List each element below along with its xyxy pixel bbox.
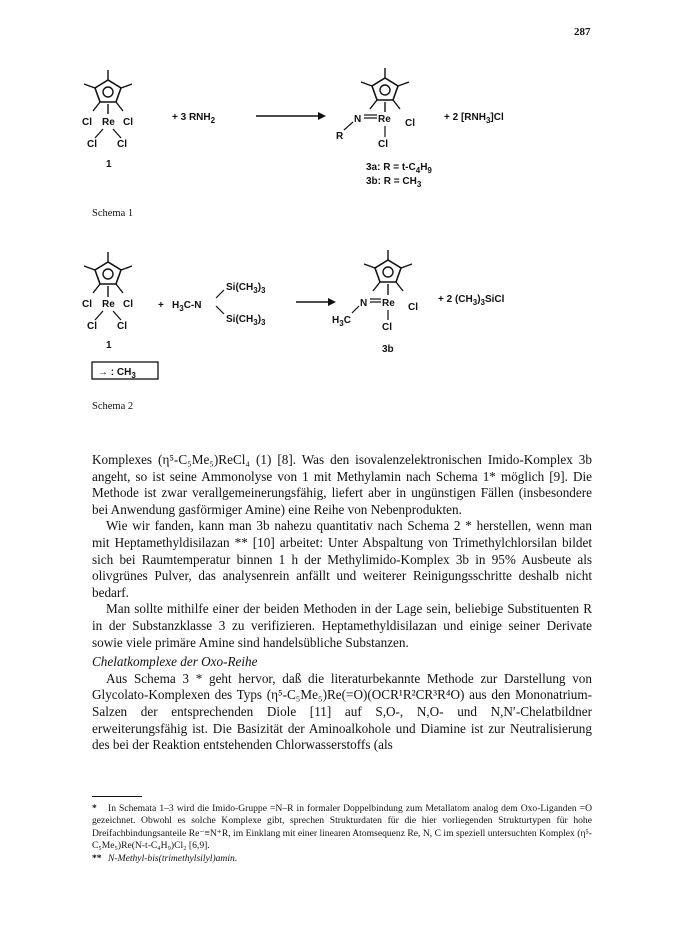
cl-atom: Cl — [378, 139, 388, 150]
compound-label-1: 1 — [106, 340, 112, 351]
n-atom: N — [354, 114, 362, 125]
methyl-group: $H_3C$ — [332, 315, 351, 328]
cl-atom: Cl — [87, 139, 97, 150]
paragraph: Aus Schema 3 * geht hervor, daß die literaturbekannte Methode zur Darstellung von Glycolato-Komplexen des Typs (η⁵-C₅Me₅)Re(=O)(OCR¹R²CR³R⁴O) aus den Mononatrium-Salzen der entsprechenden Diole [11] auf S,O-, N,O- und N,N′-Chelatbildner erweiterungsfähig ist. Die Basizität der Aminoalkohole und Diamine ist zur Neutralisierung des bei der Reaktion entstehenden Chlorwasserstoffs (als — [92, 670, 592, 753]
cl-atom: Cl — [117, 321, 127, 332]
scheme-1-caption: Schema 1 — [92, 208, 134, 219]
footnote — [92, 803, 592, 853]
re-atom: Re — [102, 299, 115, 310]
footnote — [92, 853, 592, 865]
scheme-2-diagram — [0, 240, 680, 390]
cl-atom: Cl — [87, 321, 97, 332]
cl-atom: Cl — [82, 117, 92, 128]
cp-ring-left — [84, 70, 132, 114]
footnote-text: N-Methyl-bis(trimethylsilyl)amin. — [108, 852, 238, 864]
cl-atom: Cl — [82, 299, 92, 310]
body-text — [92, 452, 592, 754]
product-3b-label: 3b: $R = CH_3$ — [366, 176, 422, 189]
re-atom: Re — [382, 298, 395, 309]
byproduct-ammonium: + 2 $[RNH_3]Cl$ — [444, 112, 504, 125]
reagent-h3c-n: $H_3C-N$ — [172, 300, 202, 313]
trimethylsilyl-top: $Si(CH_3)_3$ — [226, 282, 266, 295]
scheme-2-caption: Schema 2 — [92, 401, 134, 412]
cl-atom: Cl — [382, 322, 392, 333]
scheme-1-diagram — [0, 50, 680, 200]
n-atom: N — [360, 298, 368, 309]
cp-ring-right — [364, 250, 412, 295]
cl-atom: Cl — [405, 118, 415, 129]
plus-sign: + — [158, 300, 164, 311]
section-heading: Chelatkomplexe der Oxo-Reihe — [92, 654, 258, 670]
footnotes — [92, 803, 592, 865]
paragraph: Wie wir fanden, kann man 3b nahezu quantitativ nach Schema 2 * herstellen, wenn man mit Heptamethyldisilazan ** [10] arbeitet: Unter Abspaltung von Trimethylchlorsilan bildet sich bei Raumtemperatur binnen 1 h der Methylimido-Komplex 3b in 95% Ausbeute als olivgrünes Pulver, das analysenrein anfällt und weiterer Reinigungsschritte deshalb nicht bedarf. — [92, 518, 592, 600]
footnote-mark: * — [92, 803, 97, 814]
re-atom: Re — [102, 117, 115, 128]
footnote-text: In Schemata 1–3 wird die Imido-Gruppe =N–R in formaler Doppelbindung zum Metallatom analog dem Oxo-Liganden =O gezeichnet. Obwohl es solche Komplexe gibt, sprechen Strukturdaten für die hier vorliegenden Strukturtypen für hohe Dreifachbindungsanteile Re⁻≡N⁺R, im Einklang mit einer linearen Atomsequenz Re, N, C im speziell untersuchten Komplex (η⁵-C₅Me₅)Re(N-t-C₄H₉)Cl₂ [6,9]. — [92, 803, 592, 852]
footnote-mark: ** — [92, 852, 102, 864]
page-number: 287 — [574, 26, 591, 38]
product-label-3b: 3b — [382, 344, 394, 355]
cp-ring-left — [84, 252, 132, 297]
product-3a-label: 3a: $R = t-C_4H_9$ — [366, 162, 432, 175]
cl-atom: Cl — [123, 117, 133, 128]
paragraph: Man sollte mithilfe einer der beiden Methoden in der Lage sein, beliebige Substituenten R in der Substanzklasse 3 zu verifizieren. Heptamethyldisilazan und einige seiner Derivate sowie viele primäre Amine sind handelsübliche Substanzen. — [92, 601, 592, 650]
reagent-amine: + 3 $RNH_2$ — [172, 112, 216, 125]
byproduct-chlorosilane: + 2 $(CH_3)_3SiCl$ — [438, 294, 505, 307]
compound-label-1: 1 — [106, 159, 112, 170]
methyl-legend-text: → : $CH_3$ — [98, 367, 136, 380]
cl-atom: Cl — [123, 299, 133, 310]
cp-ring-right — [361, 68, 409, 112]
cl-atom: Cl — [117, 139, 127, 150]
r-group: R — [336, 131, 344, 142]
cl-atom: Cl — [408, 302, 418, 313]
re-atom: Re — [378, 114, 391, 125]
trimethylsilyl-bottom: $Si(CH_3)_3$ — [226, 314, 266, 327]
footnote-rule — [92, 796, 142, 797]
paragraph: Komplexes (η⁵-C₅Me₅)ReCl₄ (1) [8]. Was den isovalenzelektronischen Imido-Komplex 3b angeht, so ist seine Ammonolyse von 1 mit Methylamin nach Schema 1* möglich [9]. Die Methode ist zwar verallgemeinerungsfähig, liefert aber in ungünstigen Fällen (insbesondere bei Anwendung gasförmiger Amine) eine Reihe von Nebenprodukten. — [92, 452, 592, 517]
